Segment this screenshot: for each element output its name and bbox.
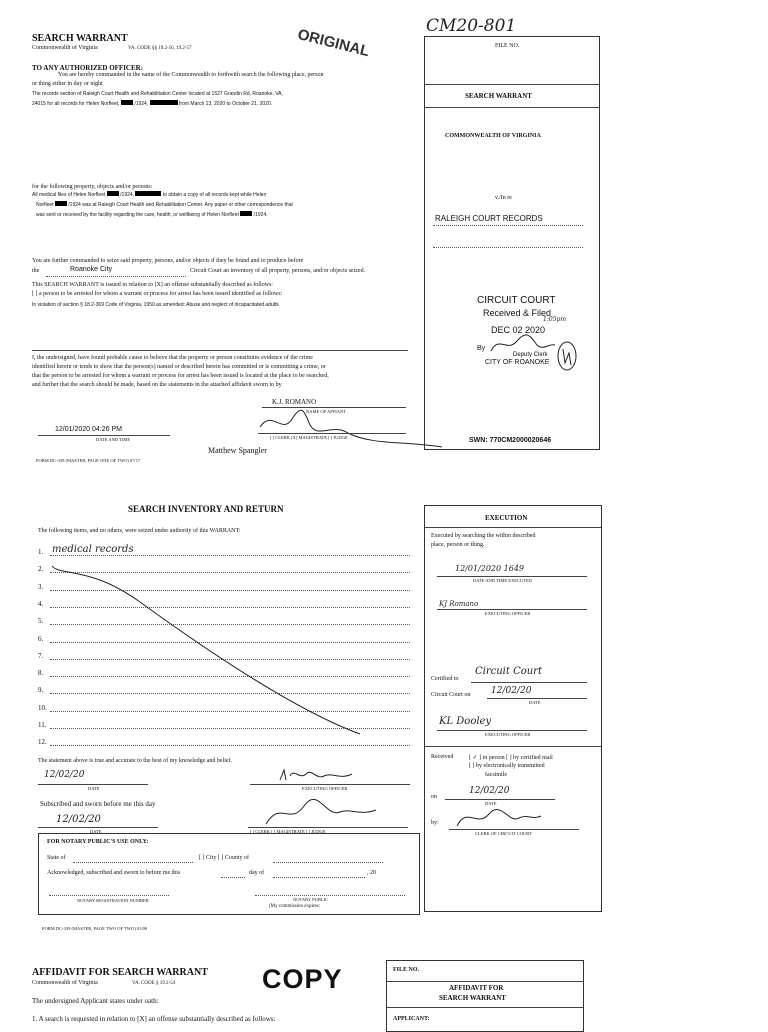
caption: DATE AND TIME EXECUTED	[473, 578, 533, 583]
notary-state: State of	[47, 855, 66, 861]
cover-heading: SEARCH WARRANT	[465, 92, 532, 100]
received-facsimile: facsimile	[485, 772, 507, 778]
property-text: /1924.	[253, 212, 268, 218]
sworn-text: Subscribed and sworn before me this day	[40, 800, 156, 808]
place-line	[32, 100, 272, 107]
property-line	[32, 191, 266, 198]
file-number-handwritten: CM20-801	[426, 16, 517, 36]
form-id: FORM DC-339 (MASTER, PAGE TWO OF TWO) 01/09	[42, 926, 148, 931]
received-date: 12/02/20	[469, 786, 510, 796]
signature-line	[437, 730, 587, 731]
role-caption: [ ] CLERK [ ] MAGISTRATE [ ] JUDGE	[250, 829, 326, 834]
received-in-person: [ ✓ ] in person [ ] by certified mail	[469, 755, 553, 761]
affidavit-cover-panel	[386, 960, 584, 1032]
officer-signature	[276, 766, 356, 786]
form-id: FORM DC-339 (MASTER, PAGE ONE OF TWO) 07/17	[36, 458, 141, 463]
caption: NOTARY PUBLIC	[293, 897, 329, 902]
signature-line	[38, 435, 170, 436]
statement-date: 12/02/20	[44, 770, 85, 780]
caption: NAME OF AFFIANT	[306, 409, 347, 414]
signature-line	[258, 433, 406, 434]
issued-line: [ ] a person to be arrested for whom a warrant or process for arrest has been issued identified as follows:	[32, 291, 283, 297]
signature-line	[38, 827, 158, 828]
signature-line	[445, 799, 555, 800]
affiant-name: K.J. ROMANO	[272, 398, 317, 406]
divider	[425, 84, 599, 85]
place-text: from March 13, 2020 to October 21, 2020.	[179, 101, 273, 107]
page-title: SEARCH INVENTORY AND RETURN	[128, 504, 284, 514]
signature-line	[471, 682, 587, 683]
property-text: All medical files of Helen Norfleet	[32, 192, 106, 198]
filed-stamp-received: Received & Filed	[483, 308, 552, 318]
notary-box	[38, 833, 420, 915]
signature-line	[449, 829, 579, 830]
sworn-date: 12/02/20	[56, 814, 101, 825]
va-code: VA. CODE §§ 19.2-56, 19.2-57	[128, 46, 192, 51]
caption: EXECUTING OFFICER	[485, 732, 531, 737]
redaction	[150, 100, 178, 105]
property-text: /1924 was at Raleigh Court Health and Rehabilitation Center. Any paper or other correspondence that	[68, 202, 293, 208]
notary-reg-field[interactable]	[49, 895, 169, 896]
inventory-item-number: 7.	[38, 651, 44, 660]
caption: EXECUTING OFFICER	[302, 786, 348, 791]
property-text: to obtain a copy of all records kept while Helen	[162, 192, 267, 198]
caption: DATE	[88, 786, 100, 791]
filed-stamp-date: DEC 02 2020	[491, 325, 546, 335]
notary-heading: FOR NOTARY PUBLIC'S USE ONLY:	[47, 839, 149, 845]
affidavit-item: 1. A search is requested in relation to [X] an offense substantially described as follows:	[32, 1015, 276, 1023]
caption: DATE	[529, 700, 541, 705]
original-stamp: ORIGINAL	[295, 26, 372, 61]
property-line	[36, 201, 293, 208]
caption: CLERK OF CIRCUIT COURT	[475, 831, 532, 836]
seize-line: You are further commanded to seize said property, persons, and/or objects if they be found and to produce before	[32, 258, 304, 264]
seize-line: the	[32, 268, 40, 274]
in-re-label: v./In re	[495, 195, 512, 201]
notary-expires: (My commission expires:	[269, 904, 321, 909]
redaction	[107, 191, 119, 196]
probable-cause-line: that the person to be arrested for whom a warrant or process for arrest has been issued is located at the place to be searched,	[32, 373, 329, 379]
strike-through-line	[50, 562, 370, 742]
probable-cause-line: identified herein or tends to show that the person(s) named or described herein has committed or is committing a crime, or	[32, 364, 326, 370]
divider	[32, 350, 408, 351]
inventory-item-number: 3.	[38, 582, 44, 591]
received-on-label: on	[431, 794, 437, 800]
divider	[425, 107, 599, 108]
inventory-item-number: 4.	[38, 599, 44, 608]
offense-description: In violation of section § 18.2-369 Code of Virginia, 1950 as amended: Abuse and neglect of incapacitated adults	[32, 302, 279, 308]
filed-stamp-by: By	[477, 345, 486, 352]
inventory-item-number: 8.	[38, 669, 44, 678]
inventory-item-number: 9.	[38, 686, 44, 695]
inventory-item-number: 11.	[38, 721, 47, 729]
received-by-label: by:	[431, 820, 439, 826]
file-no-label: FILE NO.	[495, 43, 520, 49]
notary-ack: Acknowledged, subscribed and sworn to before me this	[47, 870, 181, 876]
copy-stamp: COPY	[262, 964, 343, 994]
filed-stamp-city: CITY OF ROANOKE	[485, 359, 550, 366]
place-line: The records section of Raleigh Court Health and Rehabilitation Center located at 1527 Grandin Rd, Roanoke, VA,	[32, 91, 283, 97]
property-line	[36, 211, 268, 218]
inventory-item-number: 5.	[38, 617, 44, 626]
case-name: RALEIGH COURT RECORDS	[435, 214, 543, 223]
seize-line: Circuit Court an inventory of all property, persons, and/or objects seized.	[190, 268, 366, 274]
notary-day-field[interactable]	[221, 877, 245, 878]
certified-to-value: Circuit Court	[475, 666, 542, 677]
execution-text: place, person or thing.	[431, 542, 485, 548]
subtitle: Commonwealth of Virginia	[32, 45, 98, 51]
notary-year: , 20	[367, 870, 376, 876]
cover-heading: SEARCH WARRANT	[439, 994, 506, 1002]
executed-date-time: 12/01/2020 1649	[455, 564, 525, 573]
property-text: was sent or received by the facility regarding the care, health, or wellbeing of Helen Norfleet	[36, 212, 239, 218]
circuit-court-date: 12/02/20	[491, 686, 532, 696]
place-text: /1924,	[134, 101, 149, 107]
filed-stamp-clerk: Deputy Clerk	[513, 352, 548, 358]
clerk-signature	[453, 806, 543, 830]
execution-panel	[424, 505, 602, 912]
inventory-item-number: 2.	[38, 565, 44, 574]
statement-text: The statement above is true and accurate to the best of my knowledge and belief.	[38, 758, 233, 764]
probable-cause-line: I, the undersigned, have found probable cause to believe that the property or person constitutes evidence of the crime	[32, 355, 313, 361]
property-text: /1924,	[120, 192, 135, 198]
execution-text: Executed by searching the within described	[431, 533, 536, 539]
cover-heading: AFFIDAVIT FOR	[449, 984, 504, 992]
notary-day: day of	[249, 870, 265, 876]
divider	[425, 527, 601, 528]
signature-line	[38, 784, 148, 785]
caption: DATE	[90, 829, 102, 834]
notary-city: [ ] City [ ] County of	[199, 855, 249, 861]
filed-stamp-time: 1:05pm	[543, 316, 567, 323]
execution-heading: EXECUTION	[485, 514, 528, 522]
command-line: or thing either in day or night	[32, 81, 103, 87]
redaction	[240, 211, 252, 216]
command-line: You are hereby commanded in the name of the Commonwealth to forthwith search the following place, person	[58, 72, 324, 78]
signature-line	[250, 784, 410, 785]
commonwealth-label: COMMONWEALTH OF VIRGINIA	[445, 133, 541, 139]
to-officer: TO ANY AUTHORIZED OFFICER:	[32, 64, 144, 72]
inventory-item-line[interactable]	[50, 555, 410, 556]
received-label: Received	[431, 754, 454, 760]
signature-line	[248, 827, 408, 828]
caption: DATE	[485, 801, 497, 806]
place-text: 24015 for all records for Helen Norfleet,	[32, 101, 120, 107]
signature-line	[487, 698, 587, 699]
inventory-item-number: 1.	[38, 548, 44, 556]
signature-line	[437, 609, 587, 610]
divider	[425, 746, 601, 747]
dotted-line	[46, 276, 186, 277]
received-electronic: [ ] by electronically transmitted	[469, 763, 545, 769]
signature-line	[437, 576, 587, 577]
property-intro: for the following property, objects and/or persons:	[32, 184, 153, 190]
caption: NOTARY REGISTRATION NUMBER	[77, 898, 149, 903]
signer-name: Matthew Spangler	[208, 446, 267, 455]
redaction	[121, 100, 133, 105]
page-title: SEARCH WARRANT	[32, 33, 128, 44]
inventory-item-number: 10.	[38, 703, 47, 712]
caption: EXECUTING OFFICER	[485, 611, 531, 616]
clerk-signature	[260, 798, 380, 828]
inventory-intro: The following items, and no others, were seized under authority of this WARRANT:	[38, 528, 241, 534]
role-caption: [ ] CLERK [X] MAGISTRATE [ ] JUDGE	[270, 435, 348, 440]
notary-county-field[interactable]	[273, 862, 383, 863]
inventory-item-handwritten: medical records	[52, 544, 134, 555]
notary-state-field[interactable]	[73, 862, 193, 863]
court-city: Roanoke City	[70, 266, 113, 273]
warrant-cover-panel	[424, 36, 600, 450]
executing-officer-name: KJ Romano	[439, 600, 479, 608]
va-code: VA. CODE § 19.2-54	[132, 981, 176, 986]
dotted-line	[433, 247, 583, 248]
divider	[387, 1007, 583, 1008]
filed-stamp-title: CIRCUIT COURT	[477, 295, 556, 306]
applicant-label: APPLICANT:	[393, 1016, 430, 1022]
executing-officer-signature: KL Dooley	[439, 716, 492, 727]
inventory-item-number: 6.	[38, 634, 44, 643]
date-time: 12/01/2020 04:26 PM	[55, 426, 122, 433]
magistrate-signature	[252, 405, 452, 453]
caption: DATE AND TIME	[96, 437, 131, 442]
circuit-court-on-label: Circuit Court on	[431, 692, 471, 698]
dotted-line	[433, 225, 583, 226]
inventory-item-line[interactable]	[50, 745, 410, 746]
initials-mark	[555, 339, 579, 373]
inventory-item-number: 12.	[38, 738, 47, 747]
redaction	[135, 191, 161, 196]
property-text: Norfleet	[36, 202, 54, 208]
divider	[387, 981, 583, 982]
issued-line: This SEARCH WARRANT is issued in relation to [X] an offense substantially described as follows:	[32, 282, 273, 288]
affidavit-intro: The undersigned Applicant states under oath:	[32, 997, 159, 1005]
swn-number: SWN: 770CM2000020646	[469, 437, 552, 444]
subtitle: Commonwealth of Virginia	[32, 980, 98, 986]
page-title: AFFIDAVIT FOR SEARCH WARRANT	[32, 967, 208, 978]
notary-signature-field[interactable]	[255, 895, 405, 896]
redaction	[55, 201, 67, 206]
notary-month-field[interactable]	[273, 877, 365, 878]
file-no-label: FILE NO.	[393, 967, 420, 973]
probable-cause-line: and further that the search should be made, based on the statements in the attached affidavit sworn to by	[32, 382, 282, 388]
certified-to-label: Certified to	[431, 676, 459, 682]
